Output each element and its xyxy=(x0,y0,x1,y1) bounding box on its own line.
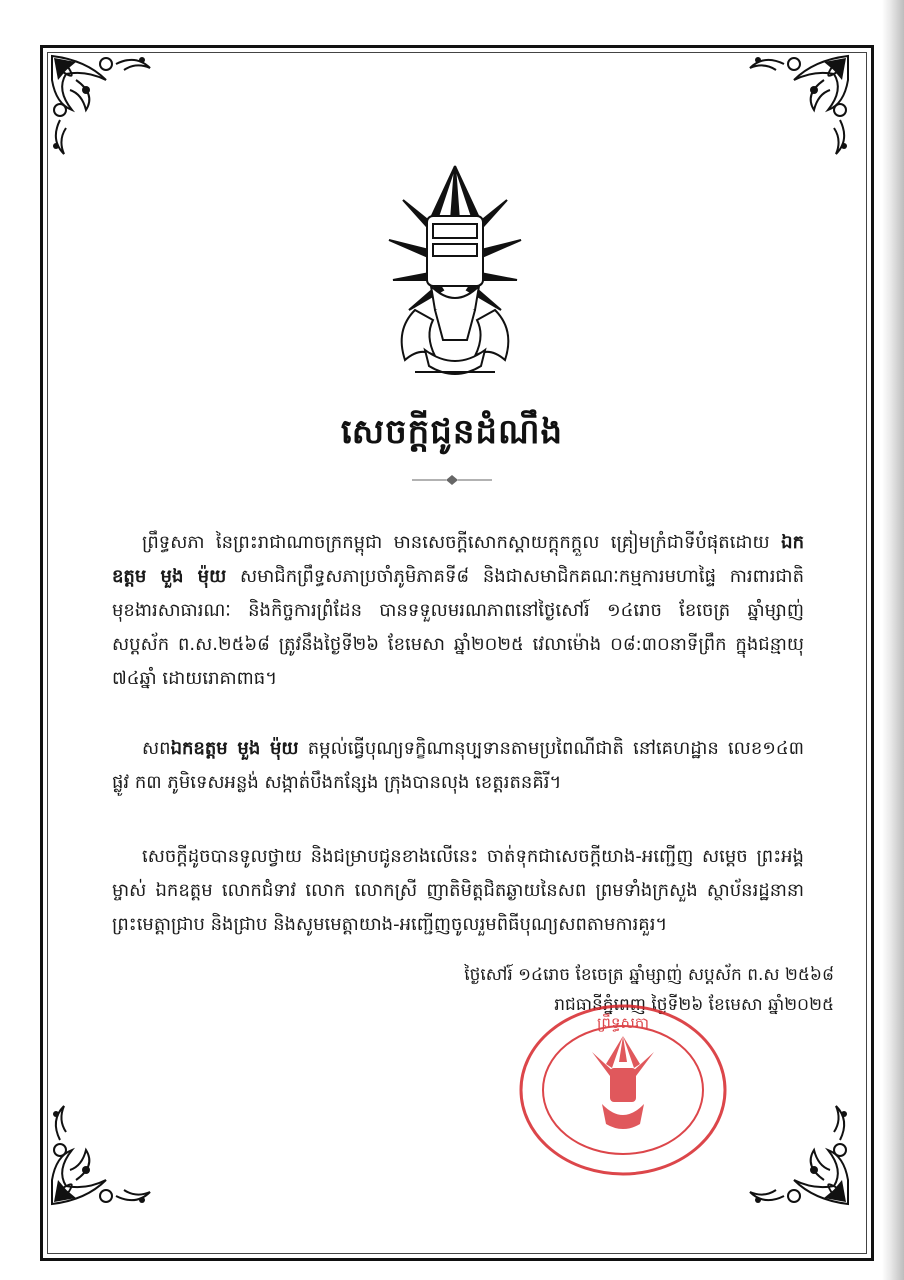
page-title: សេចក្តីជូនដំណឹង xyxy=(340,412,564,452)
title-divider xyxy=(412,472,492,486)
deceased-name: ឯកឧត្តម មួង ម៉ុយ xyxy=(112,532,804,587)
official-seal xyxy=(516,1000,731,1180)
senate-emblem xyxy=(385,160,525,390)
date-solar: រាជធានីភ្នំពេញ ថ្ងៃទី២៦ ខែមេសា ឆ្នាំ២០២៥ xyxy=(554,995,834,1015)
divider-ornament-icon xyxy=(412,473,492,487)
corner-ornament-bottom-right xyxy=(734,1090,854,1210)
seal-stamp-icon xyxy=(516,1000,731,1180)
seal-top-text: ព្រឹទ្ធសភា xyxy=(596,1014,650,1032)
corner-ornament-top-left xyxy=(46,50,166,170)
date-lunar: ថ្ងៃសៅរ៍ ១៤រោច ខែចេត្រ ឆ្នាំម្សាញ់ សប្តស័ក ព.ស ២៥៦៨ xyxy=(464,965,834,985)
paragraph-2 xyxy=(112,732,804,800)
flourish-icon xyxy=(46,50,166,170)
page-edge-shadow xyxy=(882,0,904,1280)
flourish-icon xyxy=(734,1090,854,1210)
paragraph-2-text-a: សព xyxy=(142,738,171,759)
flourish-icon xyxy=(734,50,854,170)
paragraph-1-text-a: ព្រឹទ្ធសភា នៃព្រះរាជាណាចក្រកម្ពុជា មានសេចក្តីសោកស្តាយក្តុកក្តួល គ្រៀមក្រំជាទីបំផុតដោយ xyxy=(142,532,782,553)
paragraph-3 xyxy=(112,840,804,942)
corner-ornament-top-right xyxy=(734,50,854,170)
paragraph-1 xyxy=(112,526,804,696)
paragraph-3-text: សេចក្តីដូចបានទូលថ្វាយ និងជម្រាបជូនខាងលើនេះ ចាត់ទុកជាសេចក្តីយាង-អញ្ជើញ សម្តេច ព្រះអង្គម្ចាស់ ឯកឧត្តម លោកជំទាវ លោក លោកស្រី ញាតិមិត្តជិតឆ្ងាយនៃសព ព្រមទាំងក្រសួង ស្ថាប័នរដ្ឋនានា ព្រះមេត្តាជ្រាប និងជ្រាប និងសូមមេត្តាយាង-អញ្ជើញចូលរួមពិធីបុណ្យសពតាមការគួរ។ xyxy=(112,846,804,935)
paragraph-2-text-b: តម្កល់ធ្វើបុណ្យទក្ខិណានុប្បទានតាមប្រពៃណីជាតិ នៅគេហដ្ឋាន លេខ១៤៣ ផ្លូវ ក៣ ភូមិទេសអន្លង់ សង្កាត់បឹងកន្សែង ក្រុងបានលុង ខេត្តរតនគិរី។ xyxy=(112,738,804,793)
corner-ornament-bottom-left xyxy=(46,1090,166,1210)
paragraph-1-text-b: សមាជិកព្រឹទ្ធសភាប្រចាំភូមិភាគទី៨ និងជាសមាជិកគណៈកម្មការមហាផ្ទៃ ការពារជាតិ មុខងារសាធារណៈ និងកិច្ចការព្រំដែន បានទទួលមរណភាពនៅថ្ងៃសៅរ៍ ១៤រោច ខែចេត្រ ឆ្នាំម្សាញ់ សប្តស័ក ព.ស.២៥៦៨ ត្រូវនឹងថ្ងៃទី២៦ ខែមេសា ឆ្នាំ២០២៥ វេលាម៉ោង ០៨:៣០នាទីព្រឹក ក្នុងជន្មាយុ ៧៤ឆ្នាំ ដោយរោគាពាធ។ xyxy=(112,566,804,689)
senate-emblem-icon xyxy=(385,160,525,390)
flourish-icon xyxy=(46,1090,166,1210)
deceased-name: ឯកឧត្តម មួង ម៉ុយ xyxy=(170,738,299,759)
